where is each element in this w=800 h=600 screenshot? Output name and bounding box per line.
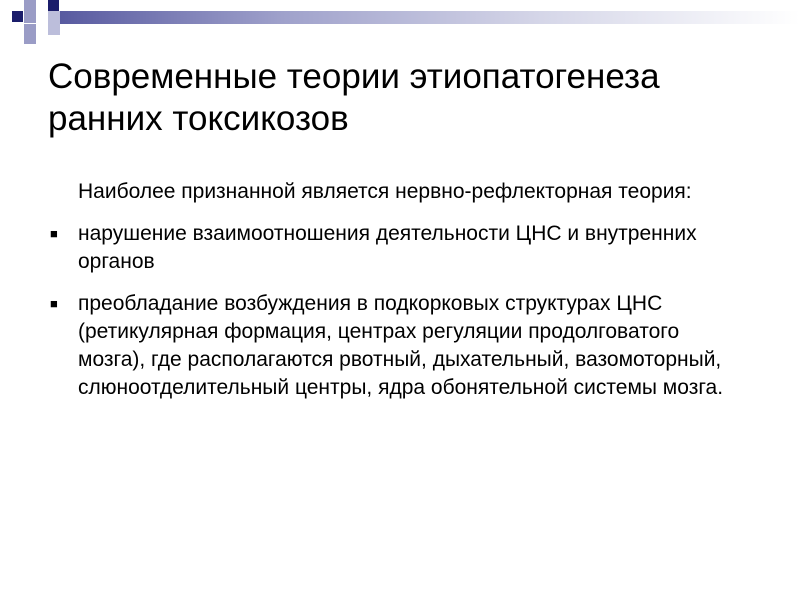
header-square-decoration <box>48 0 59 11</box>
bullet-text: преобладание возбуждения в подкорковых структурах ЦНС (ретикулярная формация, центрах регуляции продолговатого мозга), где располагаются рвотный, дыхательный, вазомоторный, слюноотделительный центры, ядра обонятельной системы мозга. <box>78 292 724 399</box>
square-bullet-icon: ■ <box>50 296 58 311</box>
bullet-item <box>48 290 748 402</box>
header-gradient-bar <box>60 11 800 24</box>
bullet-item <box>48 220 748 276</box>
square-bullet-icon: ■ <box>50 226 58 241</box>
header-square-decoration <box>48 11 60 35</box>
header-square-decoration <box>24 24 36 44</box>
intro-text: Наиболее признанной является нервно-рефлекторная теория: <box>78 180 692 203</box>
bullet-text: нарушение взаимоотношения деятельности ЦНС и внутренних органов <box>78 222 697 273</box>
header-square-decoration <box>24 0 36 23</box>
slide-body <box>48 178 748 416</box>
header-square-decoration <box>12 11 23 22</box>
slide-title: Современные теории этиопатогенеза ранних токсикозов <box>48 57 660 138</box>
